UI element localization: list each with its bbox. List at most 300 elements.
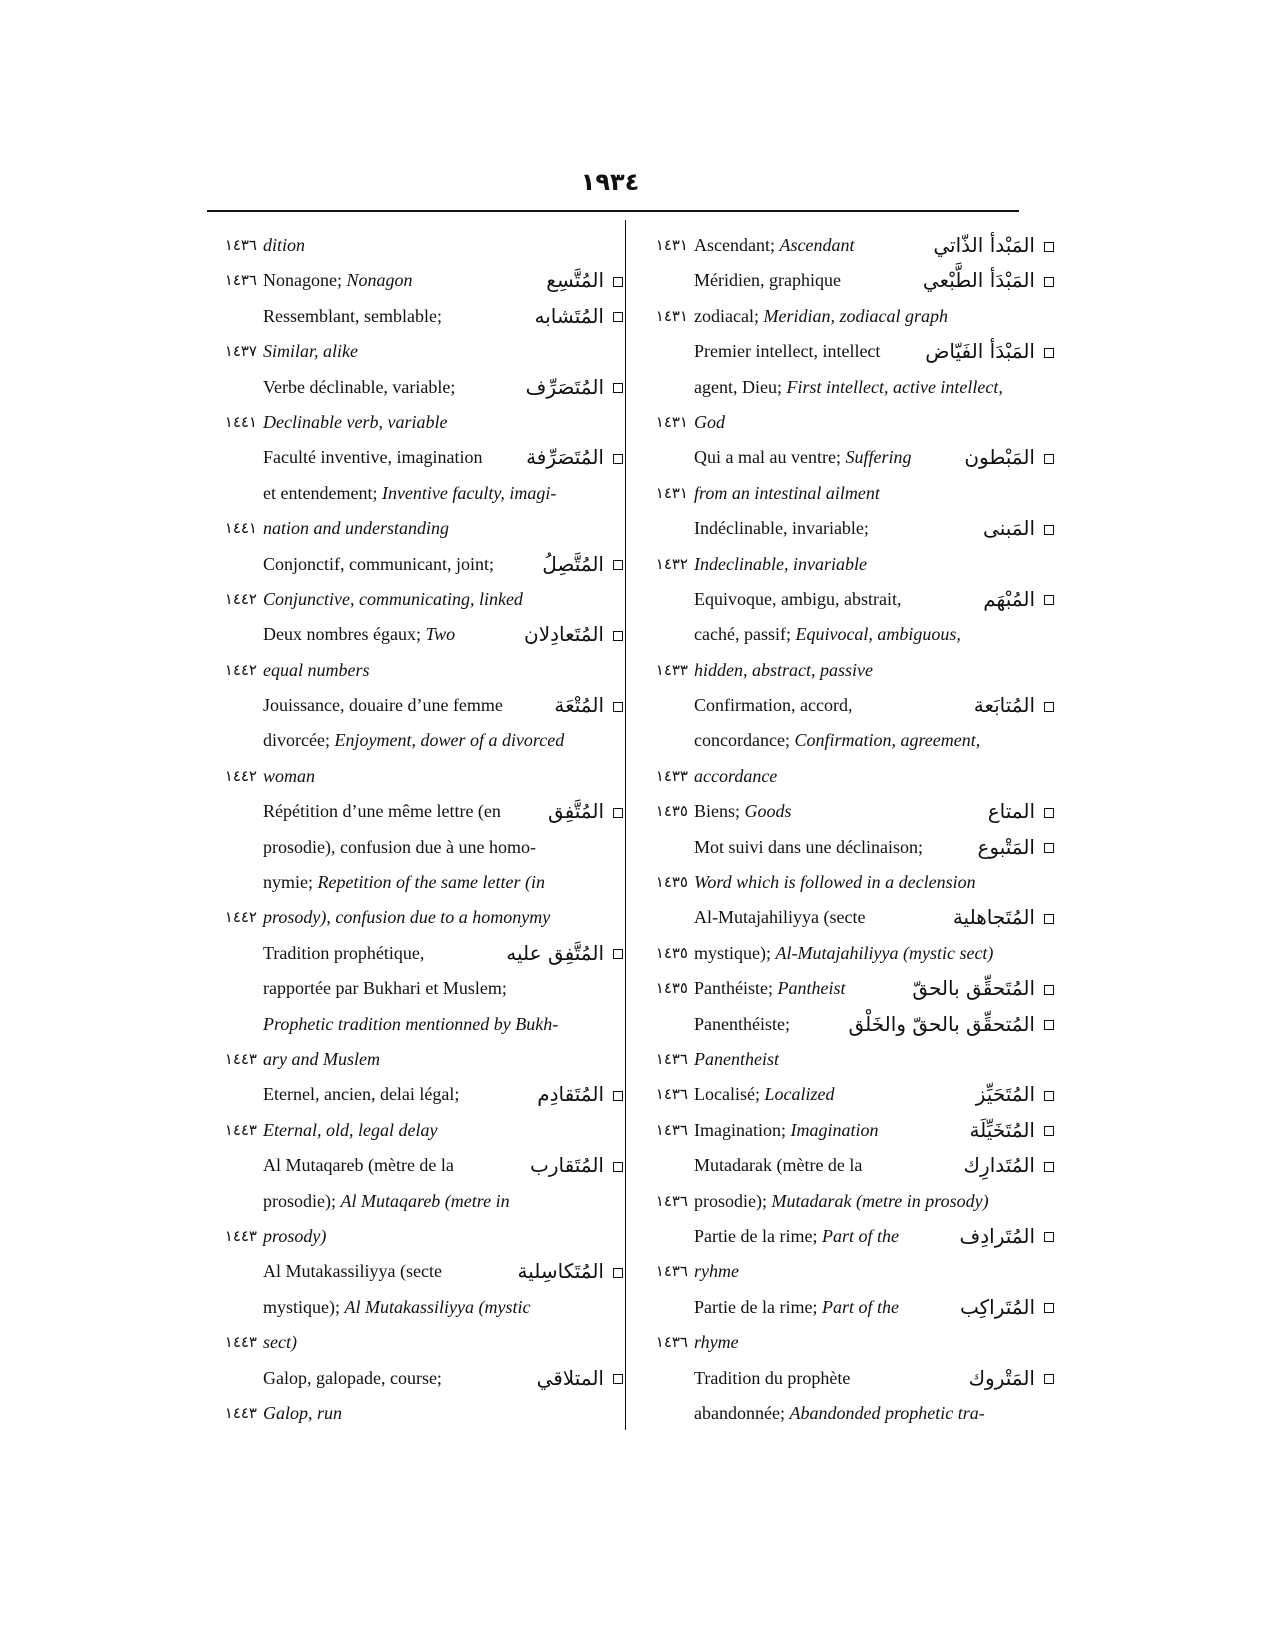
french-translation: prosodie); (263, 1190, 341, 1211)
french-translation: Tradition prophétique, (263, 942, 425, 963)
french-translation: Mot suivi dans une déclinaison; (694, 836, 923, 857)
arabic-headword (848, 1007, 1054, 1042)
arabic-headword (542, 547, 623, 582)
entry-translation (263, 511, 449, 546)
dictionary-line (638, 936, 1054, 971)
entry-translation (694, 405, 725, 440)
entry-translation (694, 1148, 862, 1183)
arabic-headword (974, 688, 1054, 723)
entry-reference-number: ١٤٣٦ (655, 1049, 688, 1068)
dictionary-line (638, 1113, 1054, 1148)
french-translation: Al Mutakassiliyya (secte (263, 1261, 442, 1282)
english-translation: Imagination (790, 1119, 879, 1140)
header-rule (207, 210, 1019, 212)
arabic-term: المَبْدَأ الطَّبْعي (922, 268, 1035, 293)
dictionary-line (207, 334, 623, 369)
arabic-term: المُتَشابه (534, 303, 604, 328)
dictionary-line (207, 971, 623, 1006)
entry-translation (263, 370, 455, 405)
entry-translation (694, 865, 976, 900)
dictionary-line (207, 299, 623, 334)
dictionary-line (638, 547, 1054, 582)
arabic-headword (953, 900, 1054, 935)
square-bullet-icon (1044, 454, 1054, 464)
arabic-headword (537, 1077, 623, 1112)
arabic-headword (554, 688, 623, 723)
dictionary-line (207, 582, 623, 617)
english-translation: Galop, run (263, 1402, 343, 1423)
dictionary-line (207, 228, 623, 263)
dictionary-line (207, 936, 623, 971)
square-bullet-icon (1044, 843, 1054, 853)
entry-translation (694, 228, 854, 263)
english-translation: sect) (263, 1332, 297, 1353)
entry-translation (263, 971, 507, 1006)
arabic-headword (524, 617, 623, 652)
english-translation: ary and Muslem (263, 1048, 380, 1069)
dictionary-line (207, 1290, 623, 1325)
entry-translation (263, 1042, 380, 1077)
english-translation: Prophetic tradition mentionned by Bukh- (263, 1013, 559, 1034)
entry-translation (263, 794, 501, 829)
entry-translation (263, 830, 536, 865)
square-bullet-icon (613, 454, 623, 464)
french-translation: abandonnée; (694, 1402, 790, 1423)
english-translation: Equivocal, ambiguous, (795, 624, 961, 645)
french-translation: Jouissance, douaire d’une femme (263, 695, 503, 716)
entry-translation (694, 582, 901, 617)
entry-reference-number: ١٤٣١ (655, 483, 688, 502)
arabic-term: المُتَصَرِّفة (526, 445, 604, 470)
entry-translation (263, 1254, 442, 1289)
left-column (207, 228, 623, 1431)
square-bullet-icon (613, 949, 623, 959)
english-translation: Al Mutakassiliyya (mystic (344, 1296, 531, 1317)
arabic-headword (969, 1113, 1054, 1148)
arabic-term: المُتَراكِب (960, 1294, 1035, 1319)
dictionary-line (207, 476, 623, 511)
arabic-headword (912, 971, 1054, 1006)
french-translation: Equivoque, ambigu, abstrait, (694, 588, 902, 609)
entry-translation (694, 299, 948, 334)
english-translation: Inventive faculty, imagi- (381, 482, 557, 503)
arabic-term: المُتَعادِلان (524, 622, 604, 647)
dictionary-line (207, 865, 623, 900)
french-translation: Mutadarak (mètre de la (694, 1155, 863, 1176)
entry-translation (694, 547, 867, 582)
entry-translation (263, 405, 447, 440)
entry-translation (263, 688, 503, 723)
entry-translation (694, 830, 923, 865)
french-translation: caché, passif; (694, 624, 796, 645)
dictionary-line (207, 1077, 623, 1112)
french-translation: concordance; (694, 730, 795, 751)
entry-translation (263, 1290, 530, 1325)
french-translation: Al Mutaqareb (mètre de la (263, 1155, 454, 1176)
french-translation: nymie; (263, 872, 318, 893)
dictionary-line (207, 830, 623, 865)
dictionary-line (638, 1077, 1054, 1112)
french-translation: Répétition d’une même lettre (en (263, 801, 501, 822)
entry-translation (694, 1007, 790, 1042)
entry-translation (263, 476, 556, 511)
dictionary-line (207, 405, 623, 440)
square-bullet-icon (1044, 808, 1054, 818)
arabic-headword (517, 1254, 623, 1289)
english-translation: Localized (764, 1084, 835, 1105)
english-translation: Mutadarak (metre in prosody) (771, 1190, 989, 1211)
french-translation: Panthéiste; (694, 978, 778, 999)
arabic-headword (925, 334, 1054, 369)
dictionary-line (638, 1184, 1054, 1219)
dictionary-line (638, 511, 1054, 546)
entry-reference-number: ١٤٤١ (224, 412, 257, 431)
dictionary-line (207, 1148, 623, 1183)
dictionary-line (207, 794, 623, 829)
entry-translation (263, 440, 482, 475)
entry-reference-number: ١٤٣٦ (655, 1085, 688, 1104)
arabic-headword (988, 794, 1054, 829)
entry-translation (263, 1077, 459, 1112)
english-translation: Panentheist (694, 1048, 779, 1069)
french-translation: Premier intellect, intellect (694, 341, 881, 362)
arabic-term: المُبْهَم (983, 586, 1035, 611)
entry-translation (694, 794, 792, 829)
entry-translation (694, 1290, 899, 1325)
entry-translation (694, 1254, 739, 1289)
entry-translation (263, 1184, 510, 1219)
entry-translation (694, 1396, 985, 1431)
entry-translation (263, 1219, 326, 1254)
french-translation: Galop, galopade, course; (263, 1367, 442, 1388)
english-translation: Conjunctive, communicating, linked (263, 588, 523, 609)
english-translation: Indeclinable, invariable (694, 553, 867, 574)
entry-reference-number: ١٤٣٦ (224, 271, 257, 290)
entry-translation (694, 1113, 878, 1148)
french-translation: Indéclinable, invariable; (694, 518, 869, 539)
arabic-term: المَبْدَأ الفَيّاض (925, 339, 1035, 364)
entry-translation (263, 1361, 442, 1396)
square-bullet-icon (1044, 1162, 1054, 1172)
arabic-headword (977, 830, 1054, 865)
entry-reference-number: ١٤٣٦ (655, 1191, 688, 1210)
french-translation: divorcée; (263, 730, 335, 751)
dictionary-line (638, 263, 1054, 298)
french-translation: Imagination; (694, 1119, 791, 1140)
arabic-term: المُتَّفِق (547, 799, 604, 824)
arabic-term: المُتَّفِق عليه (506, 940, 604, 965)
square-bullet-icon (613, 702, 623, 712)
entry-translation (694, 617, 961, 652)
dictionary-line (207, 1007, 623, 1042)
entry-reference-number: ١٤٣٣ (655, 660, 688, 679)
page-number: ١٩٣٤ (580, 168, 640, 196)
entry-translation (694, 1077, 834, 1112)
arabic-term: المُتَرادِف (959, 1223, 1035, 1248)
arabic-term: المُتْعَة (554, 693, 604, 718)
dictionary-line (207, 653, 623, 688)
french-translation: zodiacal; (694, 305, 764, 326)
entry-translation (694, 936, 993, 971)
dictionary-line (638, 688, 1054, 723)
dictionary-line (638, 865, 1054, 900)
square-bullet-icon (1044, 1374, 1054, 1384)
dictionary-line (638, 440, 1054, 475)
square-bullet-icon (613, 1374, 623, 1384)
arabic-term: المُتَجاهلية (952, 905, 1035, 930)
french-translation: Al-Mutajahiliyya (secte (694, 907, 866, 928)
arabic-headword (923, 263, 1054, 298)
arabic-headword (546, 263, 623, 298)
dictionary-line (207, 1361, 623, 1396)
arabic-headword (548, 794, 623, 829)
dictionary-line (638, 723, 1054, 758)
english-translation: hidden, abstract, passive (694, 659, 873, 680)
entry-reference-number: ١٤٤٣ (224, 1120, 257, 1139)
english-translation: Repetition of the same letter (in (317, 872, 545, 893)
dictionary-line (638, 759, 1054, 794)
entry-reference-number: ١٤٤١ (224, 519, 257, 538)
arabic-headword (983, 582, 1054, 617)
dictionary-line (638, 1148, 1054, 1183)
square-bullet-icon (1044, 348, 1054, 358)
entry-reference-number: ١٤٤٢ (224, 589, 257, 608)
french-translation: Confirmation, accord, (694, 695, 853, 716)
dictionary-line (638, 971, 1054, 1006)
english-translation: Al-Mutajahiliyya (mystic sect) (775, 942, 994, 963)
entry-translation (694, 688, 852, 723)
entry-translation (263, 865, 545, 900)
arabic-headword (526, 440, 623, 475)
french-translation: Panenthéiste; (694, 1013, 790, 1034)
english-translation: God (694, 411, 725, 432)
square-bullet-icon (1044, 242, 1054, 252)
dictionary-line (207, 1042, 623, 1077)
arabic-term: المُتَحقِّق بالحقّ (912, 976, 1035, 1001)
french-translation: prosodie); (694, 1190, 772, 1211)
english-translation: dition (263, 235, 306, 255)
dictionary-line (207, 1254, 623, 1289)
dictionary-line (207, 511, 623, 546)
square-bullet-icon (1044, 985, 1054, 995)
french-translation: Ascendant; (694, 235, 780, 255)
dictionary-line (207, 900, 623, 935)
entry-reference-number: ١٤٤٢ (224, 660, 257, 679)
french-translation: rapportée par Bukhari et Muslem; (263, 978, 507, 999)
entry-reference-number: ١٤٣١ (655, 412, 688, 431)
entry-reference-number: ١٤٤٣ (224, 1403, 257, 1422)
dictionary-line (638, 900, 1054, 935)
english-translation: Two (425, 624, 456, 645)
english-translation: equal numbers (263, 659, 370, 680)
entry-translation (263, 547, 494, 582)
entry-translation (263, 1325, 297, 1360)
french-translation: Ressemblant, semblable; (263, 305, 442, 326)
english-translation: Part of the (821, 1225, 899, 1246)
dictionary-line (638, 1325, 1054, 1360)
entry-translation (694, 723, 980, 758)
entry-reference-number: ١٤٣٥ (655, 943, 688, 962)
entry-translation (263, 1148, 454, 1183)
entry-translation (263, 334, 358, 369)
entry-reference-number: ١٤٣٦ (655, 1333, 688, 1352)
dictionary-line (207, 617, 623, 652)
arabic-headword (976, 1077, 1054, 1112)
arabic-headword (506, 936, 623, 971)
dictionary-line (638, 830, 1054, 865)
dictionary-line (207, 370, 623, 405)
entry-translation (263, 723, 564, 758)
english-translation: nation and understanding (263, 518, 450, 539)
entry-translation (263, 653, 370, 688)
arabic-term: المَبْدأ الذّاتي (933, 233, 1035, 257)
french-translation: Qui a mal au ventre; (694, 447, 846, 468)
entry-translation (263, 1396, 342, 1431)
arabic-headword (964, 440, 1054, 475)
dictionary-line (207, 547, 623, 582)
english-translation: Enjoyment, dower of a divorced (334, 730, 565, 751)
entry-translation (263, 1113, 437, 1148)
dictionary-line (207, 1325, 623, 1360)
french-translation: Méridien, graphique (694, 270, 841, 291)
entry-reference-number: ١٤٣١ (655, 306, 688, 325)
entry-reference-number: ١٤٤٢ (224, 908, 257, 927)
english-translation: prosody) (263, 1225, 327, 1246)
arabic-term: المُتابَعة (973, 693, 1035, 718)
arabic-term: المُتَقادِم (537, 1082, 604, 1107)
entry-reference-number: ١٤٣٦ (655, 1120, 688, 1139)
entry-reference-number: ١٤٣٥ (655, 873, 688, 892)
entry-translation (694, 1219, 899, 1254)
entry-translation (694, 440, 911, 475)
entry-reference-number: ١٤٣٦ (655, 1262, 688, 1281)
entry-reference-number: ١٤٣٧ (224, 342, 257, 361)
english-translation: accordance (694, 765, 778, 786)
arabic-headword (526, 370, 623, 405)
entry-translation (263, 900, 550, 935)
english-translation: Declinable verb, variable (263, 411, 448, 432)
entry-translation (263, 759, 315, 794)
dictionary-line (638, 1007, 1054, 1042)
square-bullet-icon (1044, 1020, 1054, 1030)
english-translation: Goods (744, 801, 792, 822)
entry-translation (263, 299, 442, 334)
arabic-headword (530, 1148, 623, 1183)
dictionary-line (638, 1042, 1054, 1077)
french-translation: Tradition du prophète (694, 1367, 851, 1388)
entry-translation (694, 370, 1003, 405)
arabic-term: المُتَقارب (530, 1153, 604, 1178)
english-translation: woman (263, 765, 316, 786)
french-translation: Nonagone; (263, 270, 347, 291)
french-translation: Biens; (694, 801, 745, 822)
dictionary-line (638, 1254, 1054, 1289)
dictionary-line (638, 617, 1054, 652)
arabic-term: المتلاقي (536, 1365, 604, 1390)
dictionary-line (638, 476, 1054, 511)
entry-translation (694, 1361, 850, 1396)
entry-reference-number: ١٤٣٥ (655, 802, 688, 821)
french-translation: Partie de la rime; (694, 1225, 822, 1246)
dictionary-line (207, 688, 623, 723)
dictionary-line (638, 228, 1054, 263)
entry-reference-number: ١٤٣٥ (655, 979, 688, 998)
english-translation: Meridian, zodiacal graph (763, 305, 948, 326)
arabic-term: المُتَّصِلُ (542, 551, 604, 576)
arabic-headword (537, 1361, 623, 1396)
entry-translation (694, 900, 865, 935)
square-bullet-icon (1044, 914, 1054, 924)
entry-reference-number: ١٤٣٣ (655, 766, 688, 785)
english-translation: from an intestinal ailment (694, 482, 880, 503)
english-translation: Pantheist (777, 978, 846, 999)
square-bullet-icon (1044, 1126, 1054, 1136)
arabic-term: المُتَّسِع (546, 268, 604, 293)
dictionary-line (638, 299, 1054, 334)
arabic-term: المَبْطون (964, 445, 1035, 470)
english-translation: Eternal, old, legal delay (263, 1119, 438, 1140)
dictionary-line (207, 1184, 623, 1219)
entry-translation (694, 334, 880, 369)
square-bullet-icon (1044, 1303, 1054, 1313)
right-column (638, 228, 1054, 1431)
english-translation: prosody), confusion due to a homonymy (263, 907, 551, 928)
dictionary-line (207, 440, 623, 475)
dictionary-line (207, 1219, 623, 1254)
arabic-headword (933, 228, 1054, 263)
dictionary-line (207, 1113, 623, 1148)
entry-reference-number: ١٤٤٢ (224, 766, 257, 785)
dictionary-line (207, 1396, 623, 1431)
english-translation: First intellect, active intellect, (786, 376, 1003, 397)
arabic-term: المَبنى (983, 516, 1035, 541)
entry-translation (263, 582, 523, 617)
arabic-headword (969, 1361, 1054, 1396)
arabic-term: المُتَكاسِلية (517, 1259, 604, 1284)
square-bullet-icon (1044, 525, 1054, 535)
entry-translation (694, 759, 777, 794)
english-translation: Suffering (845, 447, 912, 468)
dictionary-line (638, 794, 1054, 829)
dictionary-line (207, 723, 623, 758)
english-translation: ryhme (694, 1261, 739, 1282)
french-translation: Conjonctif, communicant, joint; (263, 553, 494, 574)
french-translation: mystique); (694, 942, 776, 963)
french-translation: et entendement; (263, 482, 382, 503)
dictionary-line (638, 1219, 1054, 1254)
entry-translation (694, 1325, 739, 1360)
column-divider (625, 220, 626, 1430)
entry-reference-number: ١٤٤٣ (224, 1049, 257, 1068)
english-translation: Al Mutaqareb (metre in (340, 1190, 510, 1211)
arabic-headword (960, 1219, 1054, 1254)
dictionary-line (638, 653, 1054, 688)
square-bullet-icon (613, 631, 623, 641)
dictionary-line (207, 759, 623, 794)
french-translation: Deux nombres égaux; (263, 624, 426, 645)
french-translation: prosodie), confusion due à une homo- (263, 836, 536, 857)
dictionary-line (207, 263, 623, 298)
french-translation: Partie de la rime; (694, 1296, 822, 1317)
french-translation: Faculté inventive, imagination (263, 447, 483, 468)
arabic-term: المُتَخَيِّلَة (969, 1117, 1035, 1142)
arabic-term: المَتْبوع (977, 834, 1035, 859)
entry-translation (694, 511, 869, 546)
entry-translation (694, 476, 880, 511)
english-translation: rhyme (694, 1332, 739, 1353)
square-bullet-icon (613, 1162, 623, 1172)
arabic-term: المَتْروك (968, 1365, 1035, 1390)
